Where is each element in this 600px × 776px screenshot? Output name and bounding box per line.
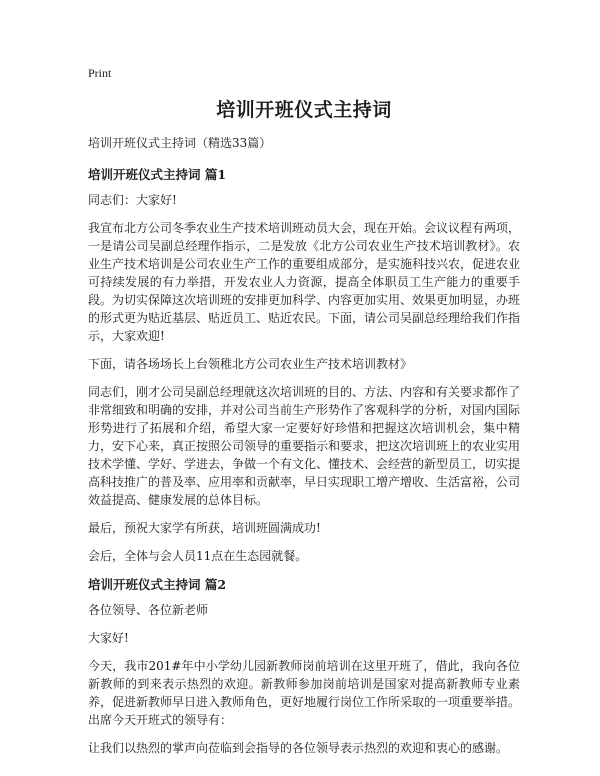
section-1 bbox=[88, 165, 520, 565]
paragraph: 我宣布北方公司冬季农业生产技术培训班动员大会，现在开始。会议议程有两项，一是请公司吴副总经理作指示，二是发放《北方公司农业生产技术培训教材》。农业生产技术培训是公司农业生产工作的重要组成部分，是实施科技兴农，促进农业可持续发展的有力举措，开发农业人力资源，提高全体职员工生产能力的重要手段。为切实保障这次培训班的安排更加科学、内容更加实用、效果更加明显，办班的形式更为贴近基层、贴近员工、贴近农民。下面，请公司吴副总经理给我们作指示，大家欢迎! bbox=[88, 221, 521, 343]
paragraph: 最后，预祝大家学有所获，培训班圆满成功! bbox=[88, 521, 321, 535]
paragraph: 各位领导、各位新老师 bbox=[88, 603, 209, 617]
paragraph: 让我们以热烈的掌声向莅临到会指导的各位领导表示热烈的欢迎和衷心的感谢。 bbox=[88, 741, 509, 755]
page-title: 培训开班仪式主持词 bbox=[216, 99, 392, 121]
paragraph: 会后，全体与会人员11点在生态园就餐。 bbox=[88, 549, 308, 563]
section-heading: 培训开班仪式主持词 篇1 bbox=[88, 167, 227, 182]
paragraph: 同志们：大家好! bbox=[88, 193, 177, 207]
document-page bbox=[88, 66, 520, 767]
section-heading: 培训开班仪式主持词 篇2 bbox=[88, 577, 227, 592]
paragraph: 今天，我市201#年中小学幼儿园新教师岗前培训在这里开班了，借此，我向各位新教师的到来表示热烈的欢迎。新教师参加岗前培训是国家对提高新教师专业素养，促进新教师早日进入教师角色，更好地履行岗位工作所采取的一项重要举措。出席今天开班式的领导有： bbox=[88, 659, 521, 727]
section-2 bbox=[88, 575, 520, 757]
paragraph: 下面，请各场场长上台领稚北方公司农业生产技术培训教材》 bbox=[88, 357, 413, 371]
print-link[interactable]: Print bbox=[88, 66, 112, 80]
paragraph: 同志们，刚才公司吴副总经理就这次培训班的目的、方法、内容和有关要求都作了非常细致和明确的安排，并对公司当前生产形势作了客观科学的分析，对国内国际形势进行了拓展和介绍，希望大家一定要好好珍惜和把握这次培训机会，集中精力，安下心来，真正按照公司领导的重要指示和要求，把这次培训班上的农业实用技术学懂、学好、学进去，争做一个有文化、懂技术、会经营的新型员工，切实提高科技推广的普及率、应用率和贡献率，早日实现职工增产增收、生活富裕，公司效益提高、健康发展的总体目标。 bbox=[88, 385, 521, 507]
document-subtitle: 培训开班仪式主持词（精选33篇） bbox=[88, 136, 272, 150]
paragraph: 大家好! bbox=[88, 631, 129, 645]
